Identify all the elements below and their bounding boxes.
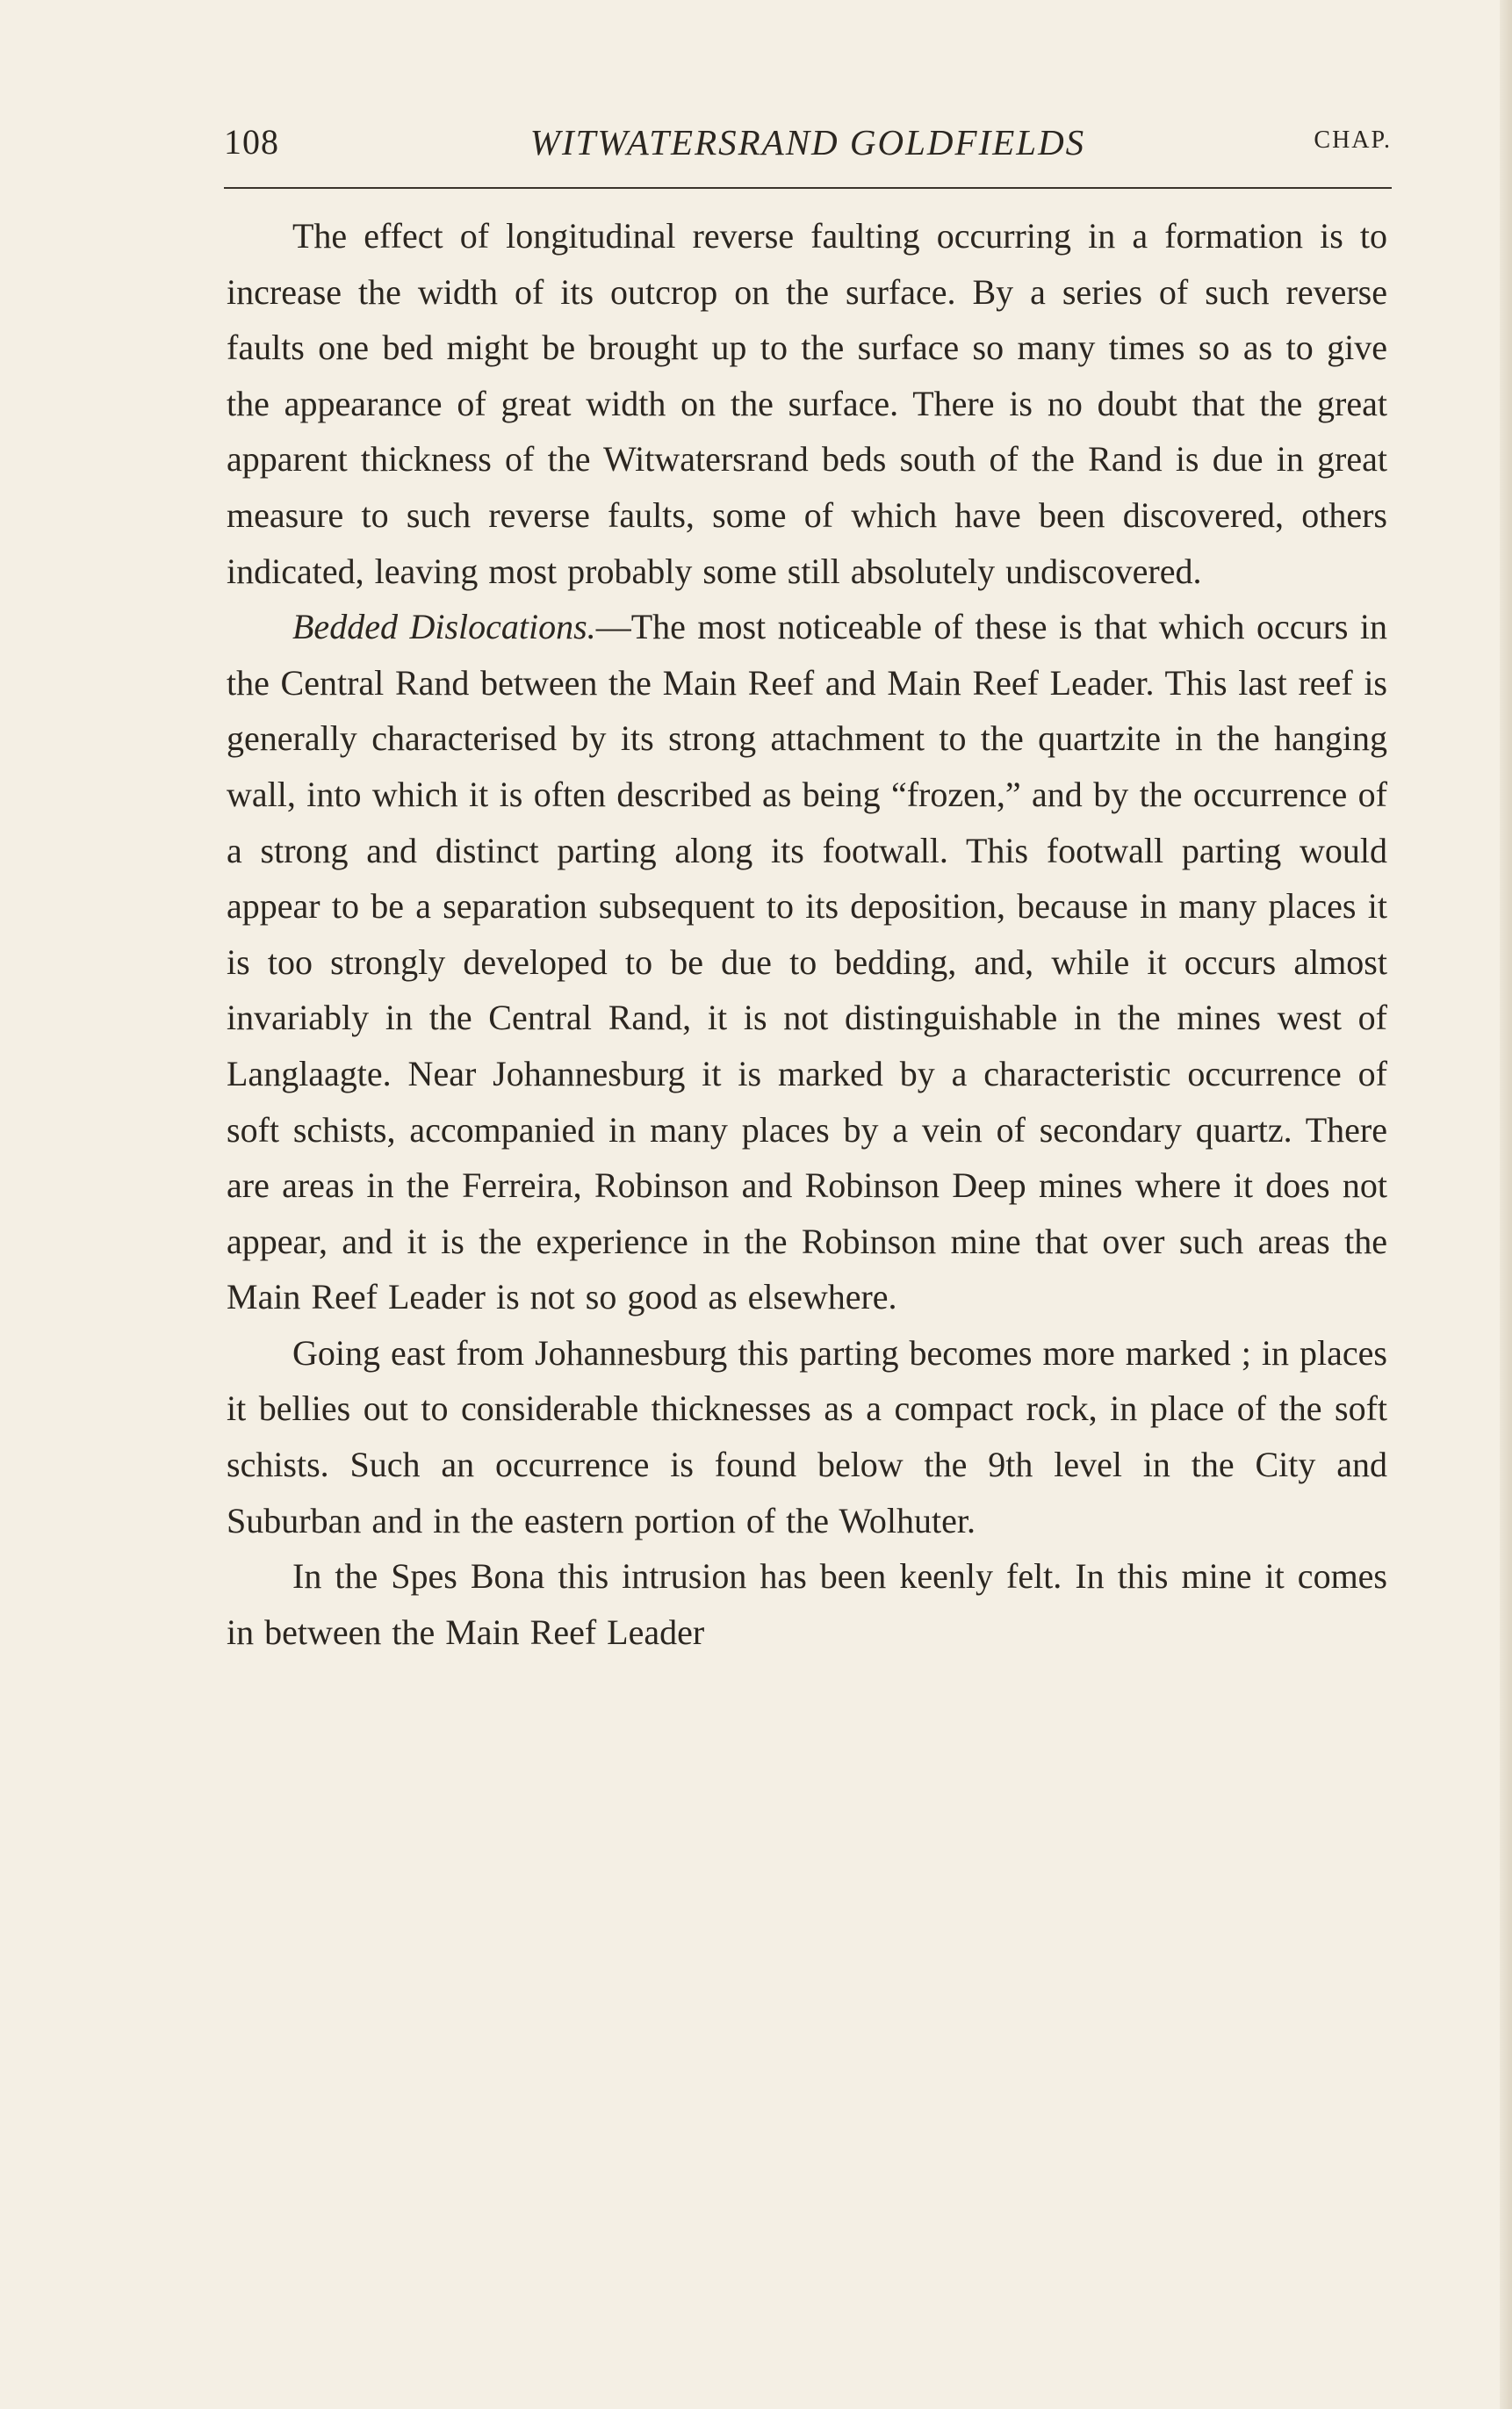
paragraph-4: In the Spes Bona this intrusion has been keenly felt. In this mine it comes in between the Main Reef Leader: [227, 1556, 1387, 1652]
chapter-label: CHAP.: [1314, 126, 1392, 154]
paragraph-3: Going east from Johannesburg this parting becomes more marked ; in places it bellies out to considerable thicknesses as a compact rock, in place of the soft schists. Such an occurrence is found below the 9th level in the City and Suburban and in the eastern portion of the Wolhuter.: [227, 1332, 1387, 1540]
body-text: [227, 208, 1387, 1660]
paragraph-1: The effect of longitudinal reverse faulting occurring in a formation is to increase the width of its outcrop on the surface. By a series of such reverse faults one bed might be brought up to the surface so many times so as to give the appearance of great width on the surface. There is no doubt that the great apparent thickness of the Witwatersrand beds south of the Rand is due in great measure to such reverse faults, some of which have been discovered, others indicated, leaving most probably some still absolutely undiscovered.: [227, 216, 1387, 591]
running-head: [224, 121, 1392, 174]
header-rule: [224, 187, 1392, 189]
paragraph-2: [227, 599, 1387, 1325]
page-edge: [1500, 0, 1512, 2409]
paragraph-2-text: —The most noticeable of these is that which occurs in the Central Rand between the Main Reef and Main Reef Leader. This last reef is generally characterised by its strong attachment to the quartzite in the hanging wall, into which it is often described as being “frozen,” and by the occurrence of a strong and distinct parting along its footwall. This footwall parting would appear to be a separation subsequent to its deposition, because in many places it is too strongly developed to be due to bedding, and, while it occurs almost invariably in the Central Rand, it is not distinguishable in the mines west of Langlaagte. Near Johannesburg it is marked by a characteristic occurrence of soft schists, accompanied in many places by a vein of secondary quartz. There are areas in the Ferreira, Robinson and Robinson Deep mines where it does not appear, and it is the experience in the Robinson mine that over such areas the Main Reef Leader is not so good as elsewhere.: [227, 607, 1388, 1317]
side-heading-bedded-dislocations: Bedded Dislocations.: [292, 607, 596, 647]
page-number: 108: [224, 122, 279, 162]
running-title: WITWATERSRAND GOLDFIELDS: [529, 122, 1086, 162]
